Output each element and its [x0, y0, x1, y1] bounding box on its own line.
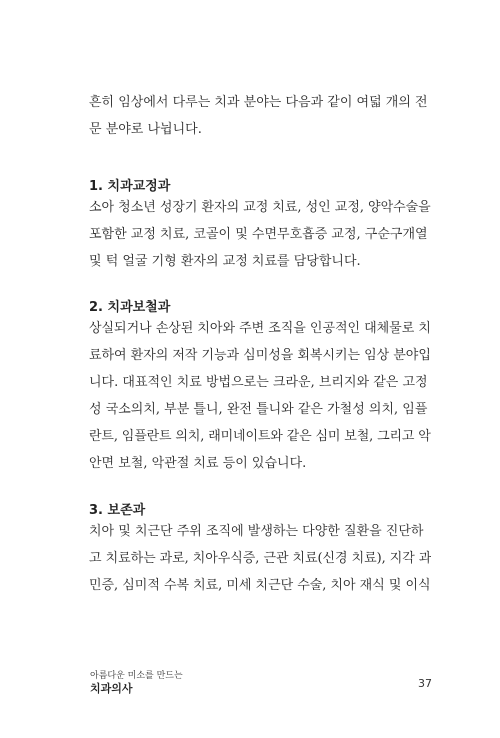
body-line: 고 치료하는 과로, 치아우식증, 근관 치료(신경 치료), 지각 과 [89, 551, 431, 566]
body-line: 란트, 임플란트 의치, 래미네이트와 같은 심미 보철, 그리고 악 [89, 429, 431, 444]
body-line: 상실되거나 손상된 치아와 주변 조직을 인공적인 대체물로 치 [89, 321, 431, 336]
section-heading-conservative: 3. 보존과 [89, 503, 146, 518]
body-line: 및 턱 얼굴 기형 환자의 교정 치료를 담당합니다. [89, 254, 361, 269]
body-line: 안면 보철, 악관절 치료 등이 있습니다. [89, 456, 307, 471]
intro-line: 문 분야로 나뉩니다. [89, 122, 202, 137]
body-line: 료하여 환자의 저작 기능과 심미성을 회복시키는 임상 분야입 [89, 348, 431, 363]
intro-paragraph [89, 89, 431, 143]
section-body-prosthodontics [89, 315, 431, 477]
footer-book-title: 치과의사 [90, 682, 133, 695]
body-line: 포함한 교정 치료, 코골이 및 수면무호흡증 교정, 구순구개열 [89, 227, 428, 242]
section-body-conservative [89, 518, 431, 599]
page-number: 37 [418, 677, 432, 690]
footer-book-subtitle: 아름다운 미소를 만드는 [90, 671, 183, 681]
intro-line: 흔히 임상에서 다루는 치과 분야는 다음과 같이 여덟 개의 전 [89, 95, 428, 110]
body-line: 성 국소의치, 부분 틀니, 완전 틀니와 같은 가철성 의치, 임플 [89, 402, 428, 417]
section-heading-prosthodontics: 2. 치과보철과 [89, 300, 171, 315]
body-line: 니다. 대표적인 치료 방법으로는 크라운, 브리지와 같은 고정 [89, 375, 428, 390]
body-line: 민증, 심미적 수복 치료, 미세 치근단 수술, 치아 재식 및 이식 [89, 578, 431, 593]
section-body-orthodontics [89, 194, 431, 275]
body-line: 소아 청소년 성장기 환자의 교정 치료, 성인 교정, 양악수술을 [89, 200, 431, 215]
section-heading-orthodontics: 1. 치과교정과 [89, 179, 171, 194]
body-line: 치아 및 치근단 주위 조직에 발생하는 다양한 질환을 진단하 [89, 524, 424, 539]
